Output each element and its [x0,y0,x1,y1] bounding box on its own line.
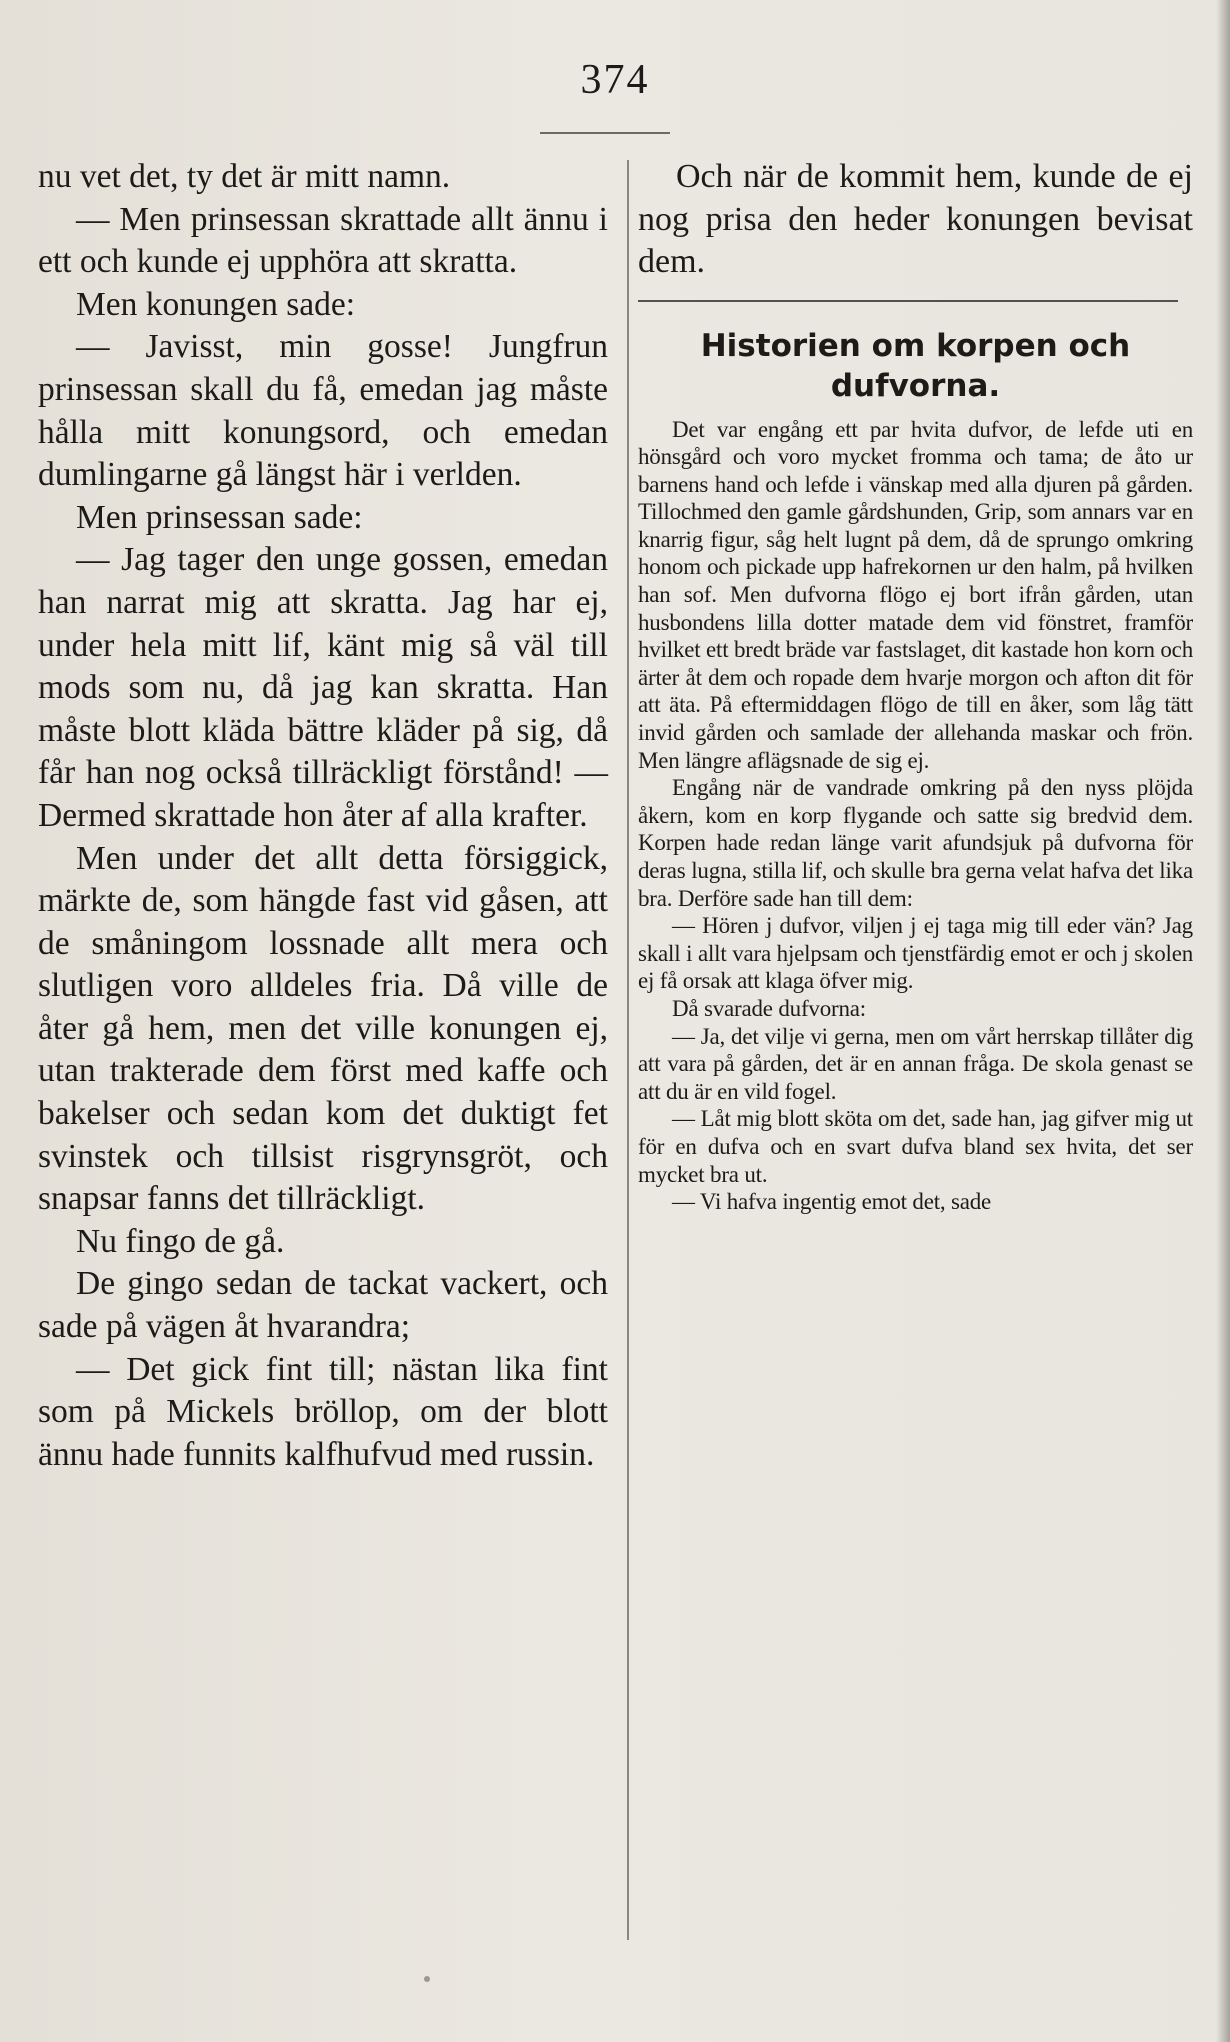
paragraph: — Men prinsessan skrattade allt ännu i ett och kunde ej upphöra att skratta. [38,200,608,281]
story-paragraph: Då svarade dufvorna: [672,995,866,1021]
paragraph: Men under det allt detta försiggick, märkte de, som hängde fast vid gåsen, att de småningom lossnade allt mera och slutligen voro alldeles fria. Då ville de åter gå hem, men det ville konungen ej, utan trakterade dem först med kaffe och bakelser och sedan kom det duktigt fet svinstek och tillsist risgrynsgröt, och snapsar fanns det tillräckligt. [38,839,608,1218]
right-column [638,156,1193,1216]
story-paragraph: — Hören j dufvor, viljen j ej taga mig till eder vän? Jag skall i allt vara hjelpsam och tjenstfärdig emot er och j skolen ej få orsak att klaga öfver mig. [638,913,1193,994]
paragraph: De gingo sedan de tackat vackert, och sade på vägen åt hvarandra; [38,1265,608,1346]
ink-speck [424,1976,430,1982]
paragraph: — Det gick fint till; nästan lika fint som på Mickels bröllop, om der blott ännu hade funnits kalfhufvud med russin. [38,1350,608,1473]
left-column [38,156,608,1476]
column-divider [627,160,629,1940]
header-rule [540,132,670,134]
story-paragraph: — Vi hafva ingentig emot det, sade [672,1189,992,1215]
section-rule [638,300,1178,302]
story-paragraph: Det var engång ett par hvita dufvor, de lefde uti en hönsgård och voro mycket fromma och tama; de åto ur barnens hand och lefde i vänskap med alla djuren på gården. Tillochmed den gamle gårdshunden, Grip, som annars var en knarrig figur, såg helt lugnt på dem, då de sprungo omkring honom och pickade upp hafrekornen ur den halm, på hvilken han sof. Men dufvorna flögo ej bort ifrån gården, utan husbondens lilla dotter matade dem vid fönstret, framför hvilket ett bredt bräde var fastslaget, dit kastade hon korn och ärter åt dem och ropade dem hvarje morgon och afton dit för att äta. På eftermiddagen flögo de till en åker, som låg tätt invid gården och samlade der allehanda maskar och frön. Men längre aflägsnade de sig ej. [638,416,1193,773]
paragraph: Nu fingo de gå. [76,1222,285,1260]
paragraph: nu vet det, ty det är mitt namn. [38,158,451,195]
paragraph: — Javisst, min gosse! Jungfrun prinsessan skall du få, emedan jag måste hålla mitt konungsord, och emedan dumlingarne gå längst här i verlden. [38,328,608,494]
story-paragraph: — Ja, det vilje vi gerna, men om vårt herrskap tillåter dig att vara på gården, det är en annan fråga. De skola genast se att du är en vild fogel. [638,1023,1193,1104]
paragraph: Men prinsessan sade: [76,498,363,536]
paragraph: — Jag tager den unge gossen, emedan han narrat mig att skratta. Jag har ej, under hela mitt lif, känt mig så väl till mods som nu, då jag kan skratta. Han måste blott kläda bättre kläder på sig, då får han nog också tillräckligt förstånd! — Dermed skrattade hon åter af alla krafter. [38,541,608,834]
paragraph: Men konungen sade: [76,285,356,323]
paragraph: Och när de kommit hem, kunde de ej nog prisa den heder konungen bevisat dem. [638,158,1193,280]
story-body [638,416,1193,1216]
story-ending [638,156,1193,284]
page-number: 374 [580,57,650,103]
story-paragraph: Engång när de vandrade omkring på den nyss plöjda åkern, kom en korp flygande och satte sig bredvid dem. Korpen hade redan länge varit afundsjuk på dufvorna för deras lugna, stilla lif, och skulle bra gerna velat hafva det lika bra. Derföre sade han till dem: [638,775,1193,911]
story-title: Historien om korpen och dufvorna. [700,327,1131,404]
story-paragraph: — Låt mig blott sköta om det, sade han, jag gifver mig ut för en dufva och en svart dufva bland sex hvita, det ser mycket bra ut. [638,1106,1193,1187]
